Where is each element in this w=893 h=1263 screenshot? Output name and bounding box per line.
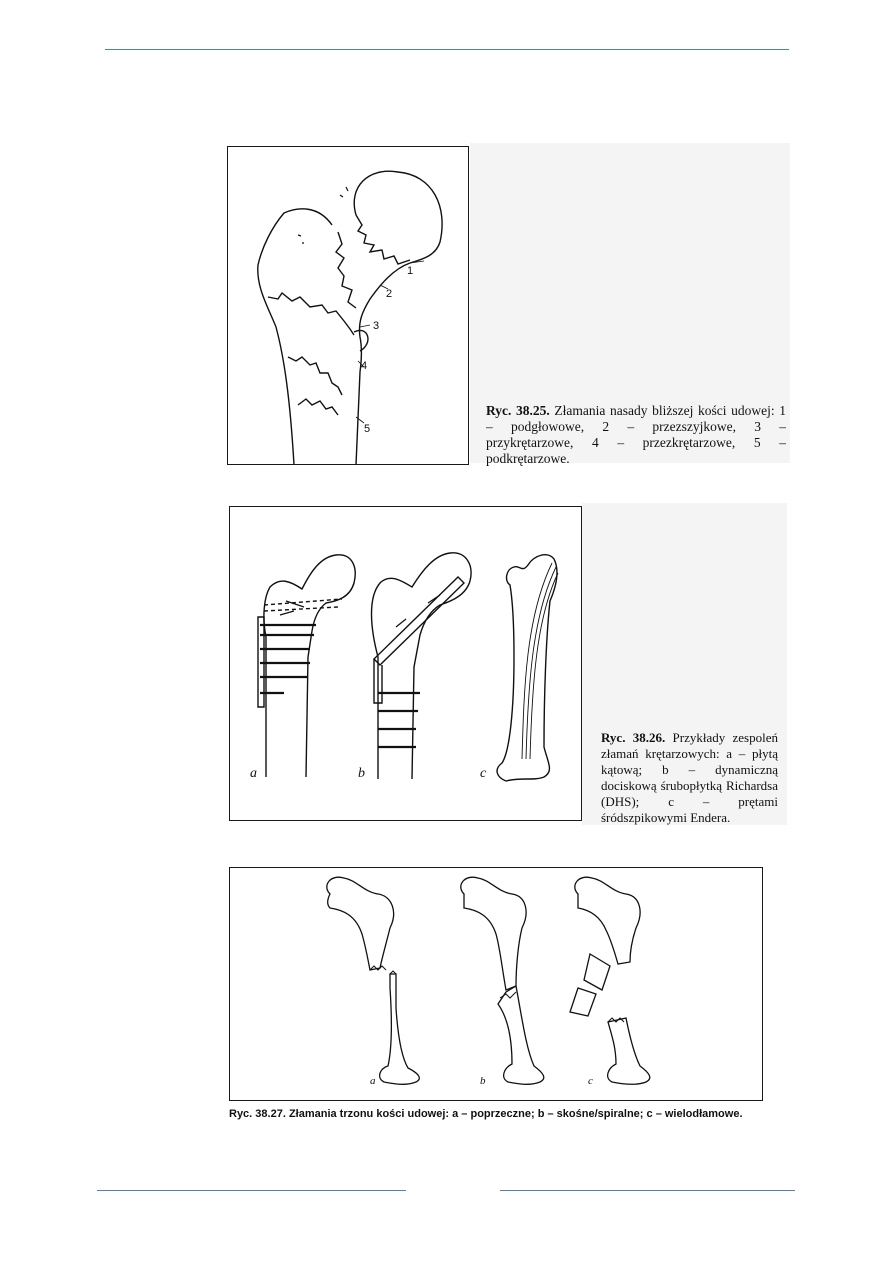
fracture-line-5 [298, 399, 338, 415]
fig3-label-a: a [370, 1075, 376, 1087]
femur-b-distal [498, 986, 544, 1084]
fig1-label-4: 4 [361, 360, 368, 372]
fig3-label-b: b [480, 1075, 486, 1087]
femur-c-distal [608, 1018, 650, 1084]
fracture-line-4 [288, 357, 342, 395]
femur-c-fragment-1 [584, 954, 610, 990]
plate-blade-a [264, 599, 342, 611]
figure-38-25-caption [486, 403, 786, 467]
fig2-label-b: b [358, 766, 365, 781]
caption-title: Ryc. 38.25. [486, 403, 550, 418]
header-rule [105, 49, 789, 50]
dhs-barrel-b [374, 577, 464, 665]
footer-rule-right [500, 1190, 795, 1191]
fixation-illustration [230, 507, 583, 822]
fracture-line-2 [336, 232, 356, 308]
fig1-label-3: 3 [373, 320, 380, 332]
figure-38-25-frame [227, 146, 469, 465]
figure-38-27-caption [229, 1108, 763, 1121]
caption-text: Złamania nasady bliższej kości udowej: 1 – podgłowowe, 2 – przezszyjkowe, 3 – przykrętarzowe, 4 – przezkrętarzowe, 5 – podkrętarzowe. [486, 403, 787, 466]
fig2-label-c: c [480, 766, 487, 781]
fig1-label-2: 2 [386, 288, 393, 300]
shaft-fracture-illustration [230, 868, 764, 1102]
femur-b-proximal [461, 877, 526, 990]
figure-38-27-frame [229, 867, 763, 1101]
femur-a-proximal [327, 877, 394, 970]
fig1-label-5: 5 [364, 423, 371, 435]
fig3-label-c: c [588, 1075, 593, 1087]
greater-trochanter [258, 209, 332, 465]
figure-38-26-frame [229, 506, 582, 821]
footer-rule-left [97, 1190, 406, 1191]
fig2-label-a: a [250, 766, 257, 781]
femur-fracture-illustration [228, 147, 470, 466]
caption-text: Złamania trzonu kości udowej: a – poprzeczne; b – skośne/spiralne; c – wielodłamowe. [288, 1108, 743, 1120]
caption-text: Przykłady zespoleń złamań krętarzowych: a – płytą kątową; b – dynamiczną dociskową śrubopłytką Richardsa (DHS); c – prętami śródszpikowymi Endera. [601, 730, 778, 825]
femur-a-distal [380, 974, 420, 1084]
femur-b [372, 553, 472, 779]
fracture-line-1 [356, 215, 410, 264]
caption-title: Ryc. 38.27. [229, 1108, 286, 1120]
femur-c-fragment-2 [570, 988, 596, 1016]
figure-38-26-caption [601, 730, 778, 826]
femoral-head [354, 171, 442, 263]
caption-title: Ryc. 38.26. [601, 730, 666, 745]
femur-a [264, 555, 355, 777]
fracture-line-3 [268, 293, 354, 335]
fig1-label-1: 1 [407, 265, 414, 277]
femur-c-proximal [575, 877, 640, 964]
